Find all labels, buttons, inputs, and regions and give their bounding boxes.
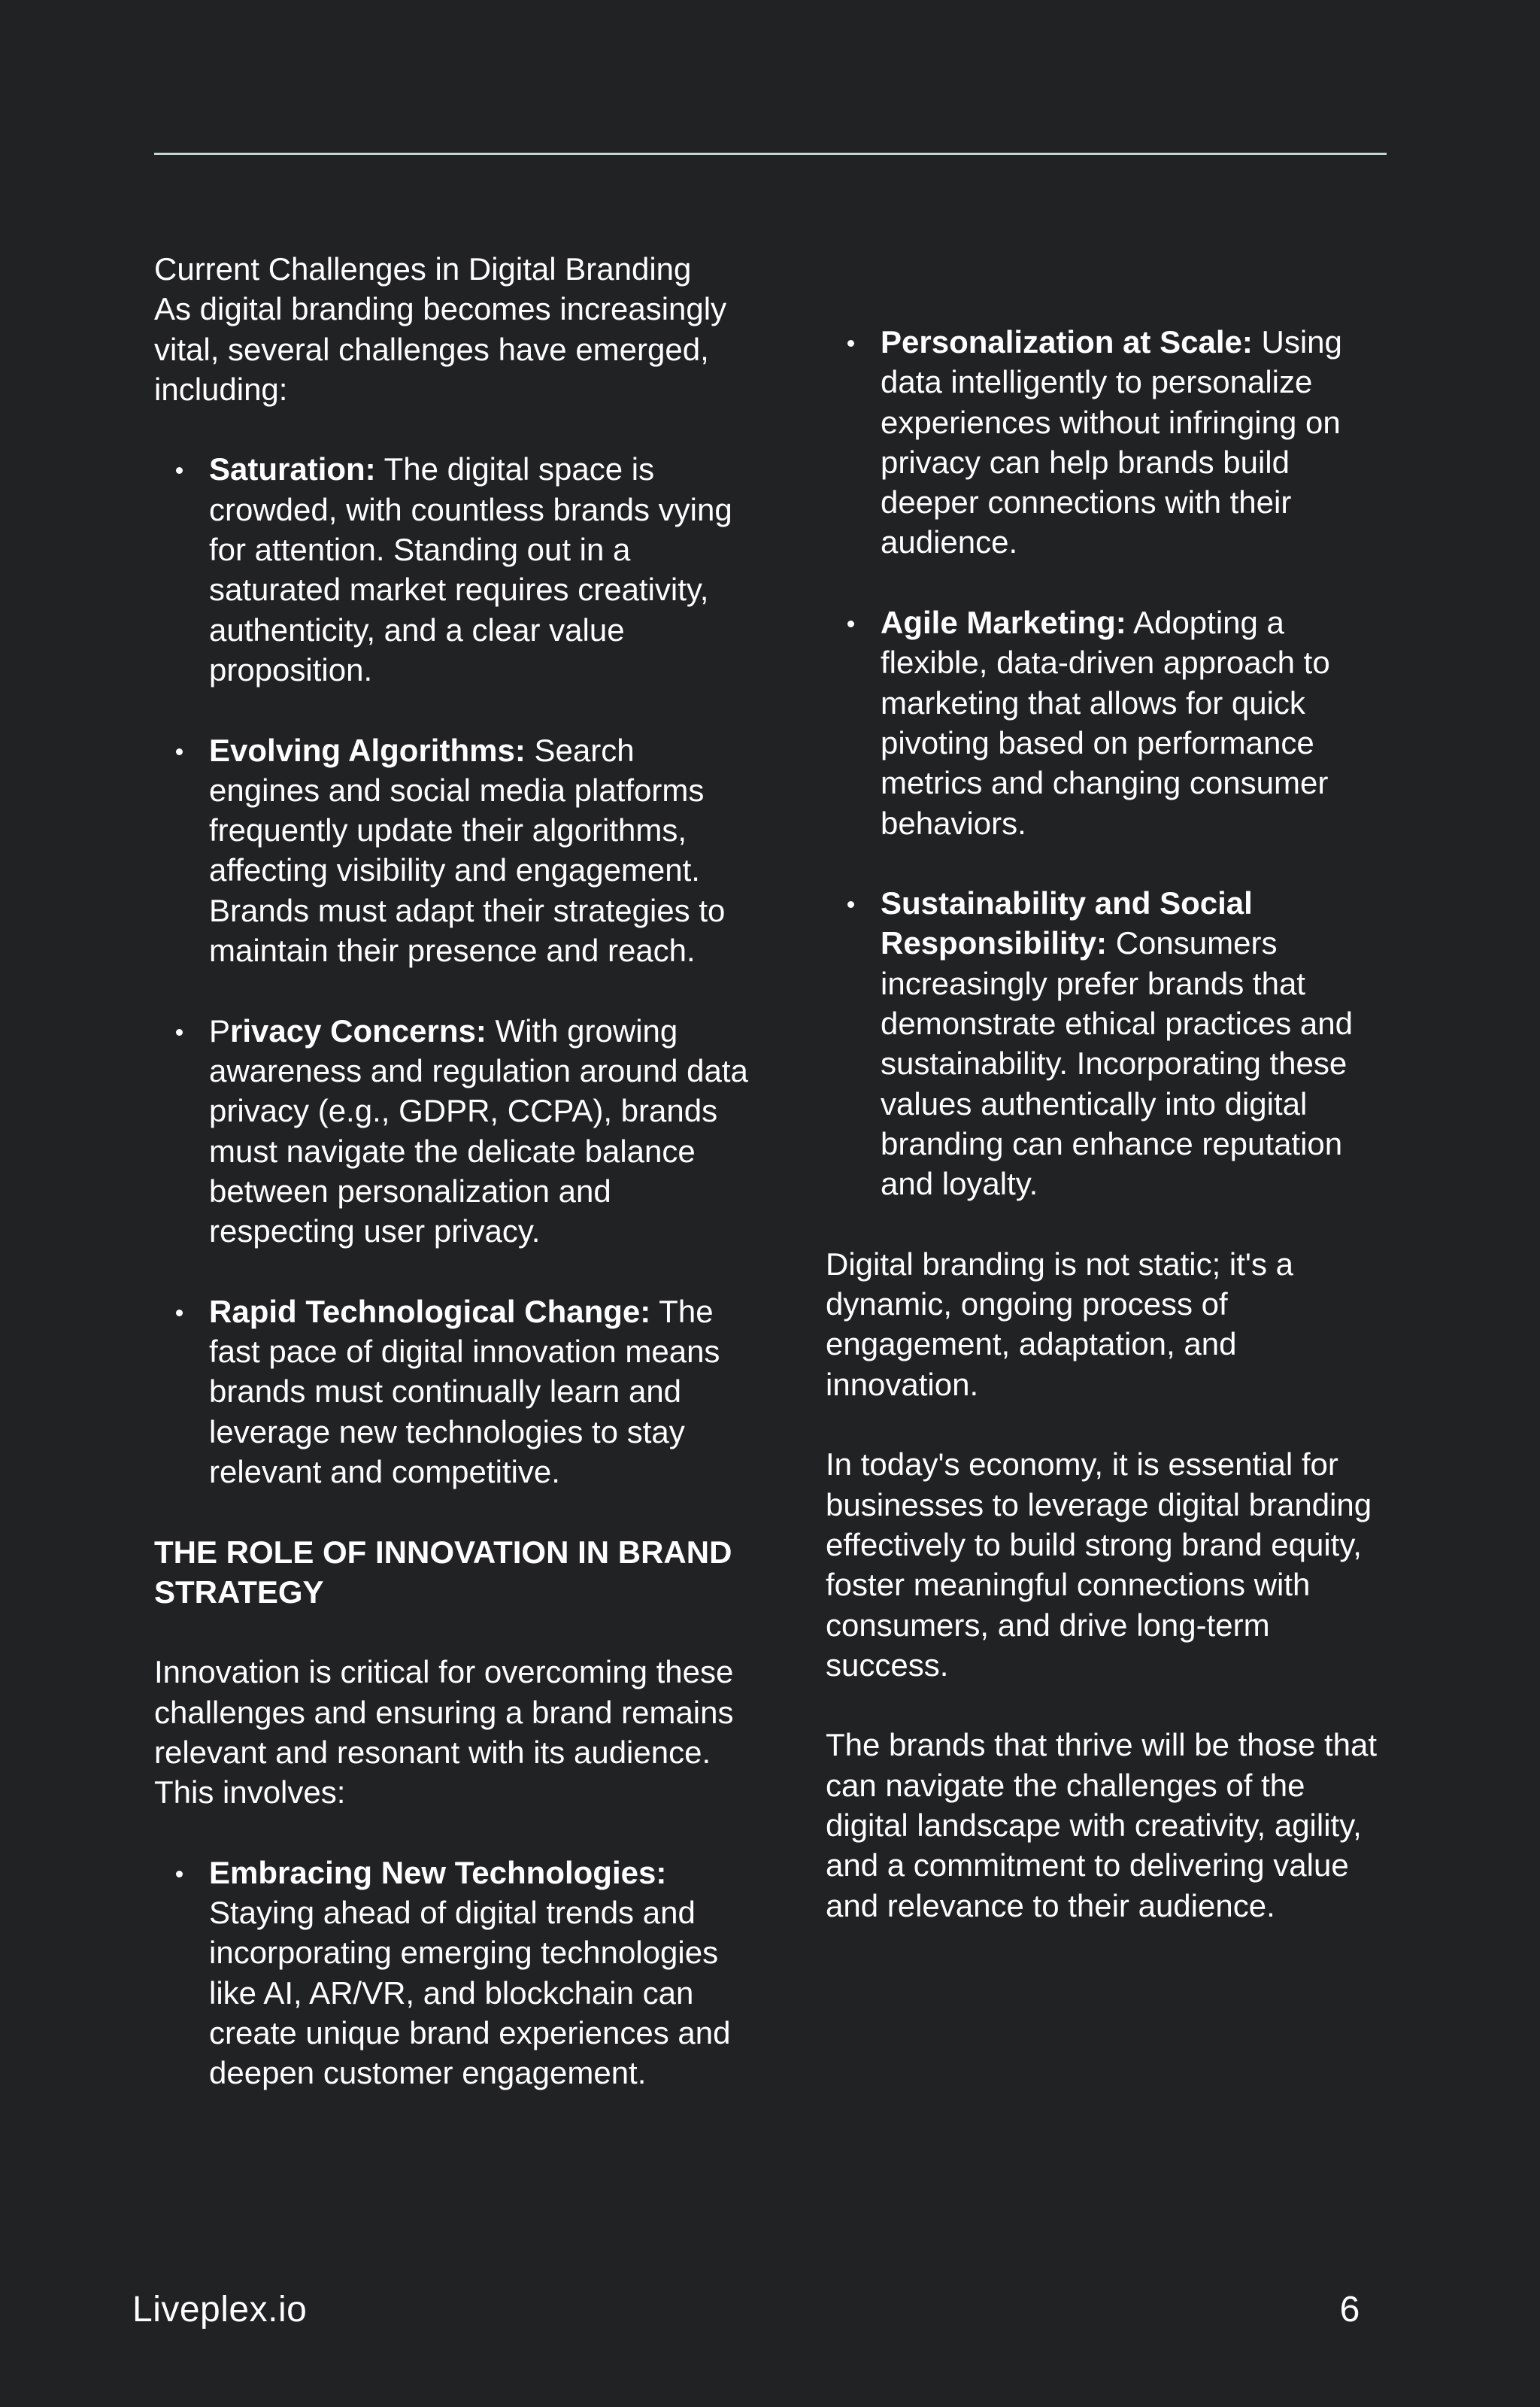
list-item-title: Saturation: (209, 451, 376, 487)
intro-text: As digital branding becomes increasingly vital, several challenges have emerged, including: (154, 291, 727, 407)
intro-title: Current Challenges in Digital Branding (154, 251, 692, 287)
body-paragraph: In today's economy, it is essential for businesses to leverage digital branding effectively to build strong brand equity, foster meaningful connections with consumers, and drive long-term success. (826, 1446, 1372, 1683)
list-item-text: Staying ahead of digital trends and incorporating emerging technologies like AI, AR/VR, and blockchain can create unique brand experiences and deepen customer engagement. (209, 1895, 731, 2091)
list-item (826, 883, 1391, 1204)
list-item-title: Agile Marketing: (881, 605, 1126, 641)
body-paragraph: Digital branding is not static; it's a dynamic, ongoing process of engagement, adaptation, and innovation. (826, 1246, 1293, 1402)
list-item-text: Adopting a flexible, data-driven approach to marketing that allows for quick pivoting based on performance metrics and changing consumer behaviors. (881, 605, 1330, 841)
list-item (154, 1011, 748, 1252)
list-item-title: Sustainability and Social Responsibility: (881, 885, 1253, 961)
left-column (154, 249, 748, 2093)
list-item-text: The fast pace of digital innovation means brands must continually learn and leverage new technologies to stay relevant and competitive. (209, 1293, 720, 1489)
list-item (826, 322, 1391, 563)
list-item-text: Search engines and social media platforms frequently update their algorithms, affecting visibility and engagement. Brands must adapt their strategies to maintain their presence and reach. (209, 732, 726, 969)
list-item-title-prefix: P (209, 1012, 231, 1049)
list-item-title: Personalization at Scale: (881, 324, 1253, 360)
right-column (826, 322, 1391, 1926)
list-item (154, 1292, 748, 1492)
list-item-text: Using data intelligently to personalize experiences without infringing on privacy can help brands build deeper connections with their audience. (881, 324, 1342, 560)
list-item-title: Evolving Algorithms: (209, 732, 526, 768)
header-divider (154, 153, 1387, 155)
list-item-title: Rapid Technological Change: (209, 1293, 651, 1329)
section-intro: Innovation is critical for overcoming these challenges and ensuring a brand remains relevant and resonant with its audience. This involves: (154, 1654, 734, 1811)
challenges-list (154, 449, 748, 1492)
list-item (826, 603, 1391, 843)
list-item-text: With growing awareness and regulation around data privacy (e.g., GDPR, CCPA), brands must navigate the delicate balance between personalization and respecting user privacy. (209, 1012, 748, 1249)
innovations-list-right (826, 322, 1391, 1204)
list-item (154, 730, 748, 971)
list-item-title: rivacy Concerns: (230, 1012, 487, 1049)
list-item-title: Embracing New Technologies: (209, 1854, 667, 1890)
body-paragraph: The brands that thrive will be those that can navigate the challenges of the digital landscape with creativity, agility, and a commitment to delivering value and relevance to their audience. (826, 1727, 1378, 1923)
page-number: 6 (1339, 2290, 1360, 2330)
list-item (154, 1853, 748, 2093)
list-item-text: Consumers increasingly prefer brands that demonstrate ethical practices and sustainability. Incorporating these values authentically into digital branding can enhance reputation and loyalty. (881, 925, 1354, 1202)
intro-block (154, 249, 748, 409)
list-item-text: The digital space is crowded, with countless brands vying for attention. Standing out in a saturated market requires creativity, authenticity, and a clear value proposition. (209, 451, 732, 687)
section-heading: THE ROLE OF INNOVATION IN BRAND STRATEGY (154, 1534, 732, 1610)
innovations-list-left (154, 1853, 748, 2093)
footer-brand: Liveplex.io (132, 2290, 308, 2330)
list-item (154, 449, 748, 690)
